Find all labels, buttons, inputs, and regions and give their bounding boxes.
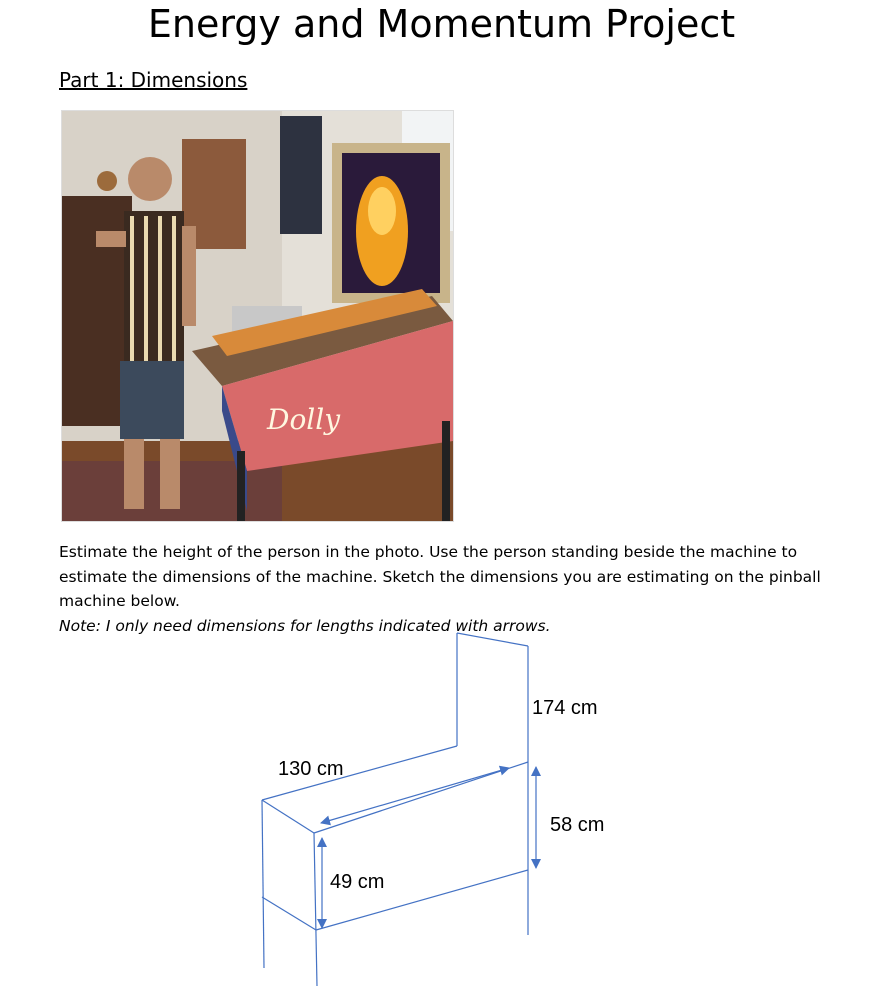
pinball-sketch	[0, 620, 883, 986]
length-label: 130 cm	[278, 758, 344, 780]
instructions-note: Note: I only need dimensions for lengths indicated with arrows.	[59, 616, 551, 635]
instructions-body: Estimate the height of the person in the photo. Use the person standing beside the machine to estimate the dimensions of the machine. Sketch the dimensions you are estimating on the pinball machine below.	[59, 543, 821, 610]
backbox-height-label: 174 cm	[532, 697, 598, 719]
pinball-photo	[61, 110, 454, 522]
dimension-arrows	[321, 767, 536, 928]
page-title: Energy and Momentum Project	[147, 2, 736, 46]
photo-dolly-text: Dolly	[267, 403, 341, 436]
section-heading: Part 1: Dimensions	[59, 68, 248, 92]
back-height-label: 58 cm	[550, 814, 605, 836]
machine-outline	[262, 633, 528, 986]
front-height-label: 49 cm	[330, 871, 385, 893]
